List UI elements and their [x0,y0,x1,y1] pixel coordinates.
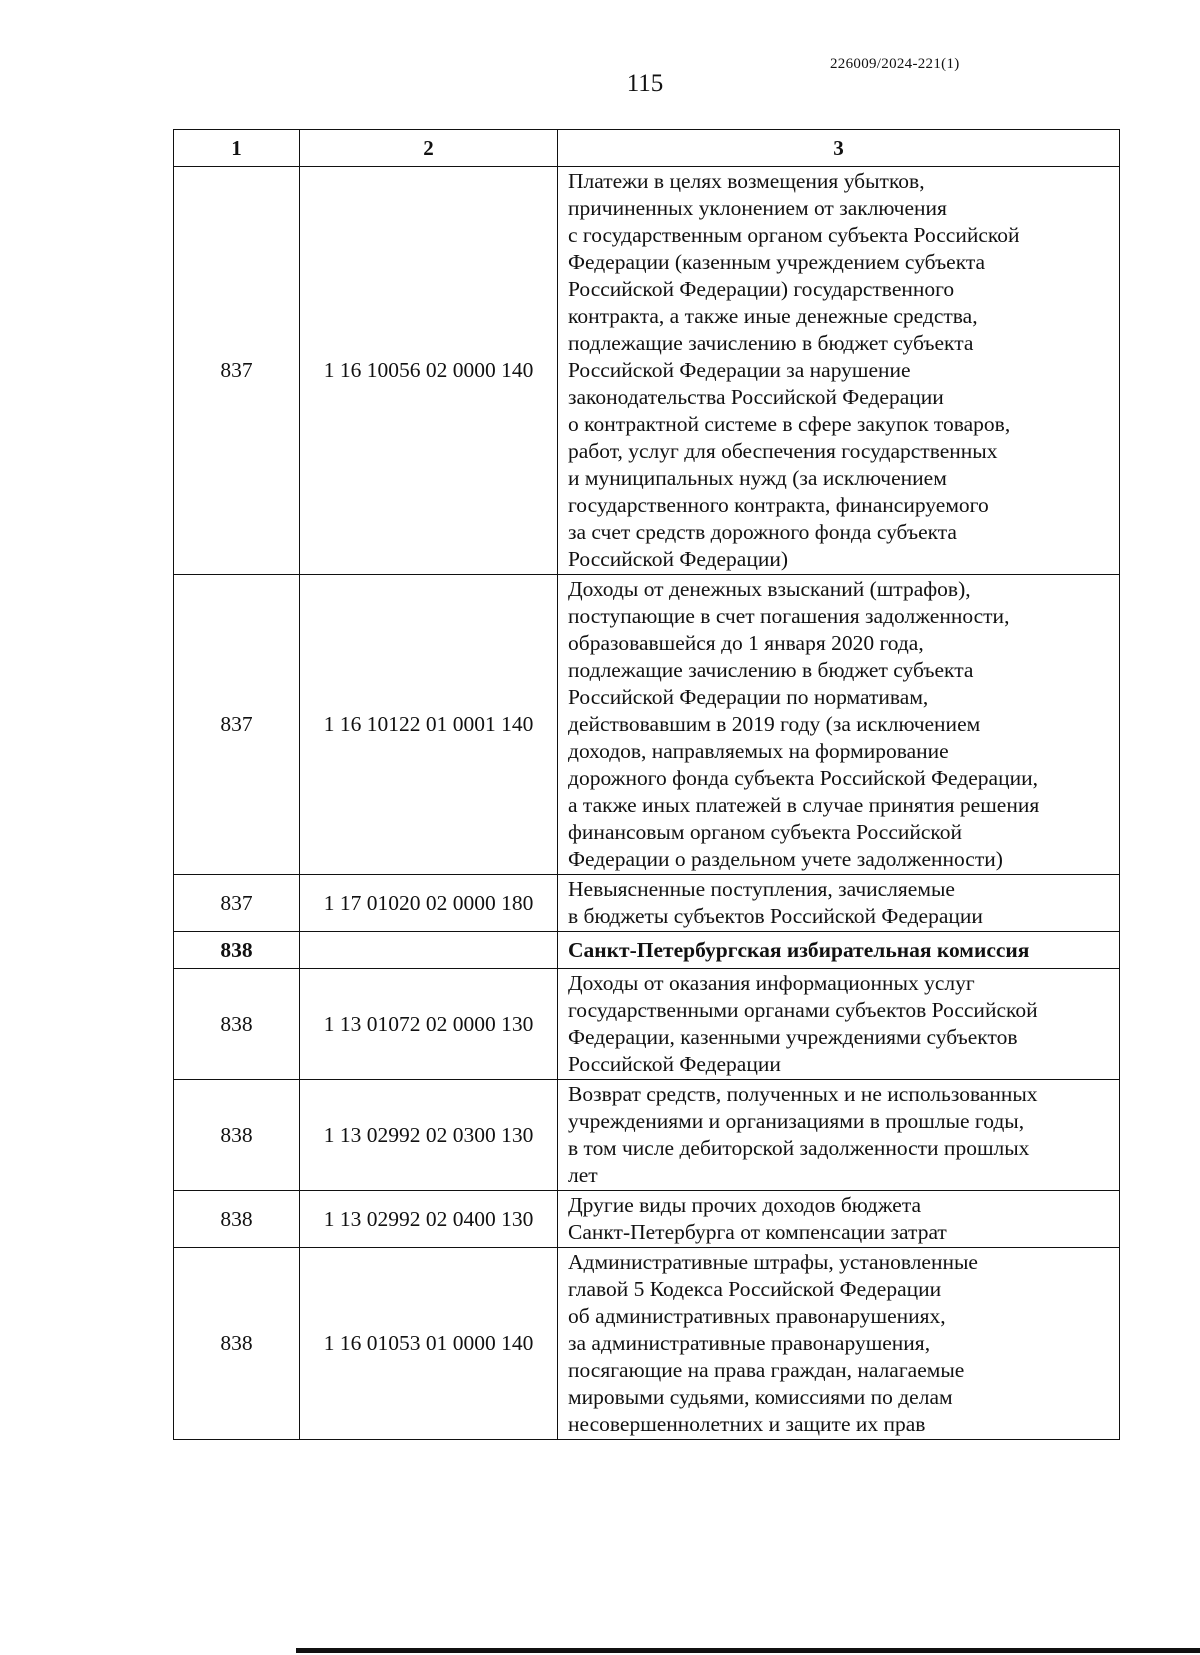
description-line: Российской Федерации за нарушение [568,358,911,382]
description-line: подлежащие зачислению в бюджет субъекта [568,331,974,355]
description-line: за счет средств дорожного фонда субъекта [568,520,957,544]
column-header-1: 1 [174,130,300,167]
description-line: контракта, а также иные денежные средства, [568,304,978,328]
table-row [174,575,1120,875]
description-line: об административных правонарушениях, [568,1304,946,1328]
revenue-description-cell [558,932,1120,969]
description-line: доходов, направляемых на формирование [568,739,949,763]
administrator-code-cell: 838 [174,932,300,969]
description-line: посягающие на права граждан, налагаемые [568,1358,965,1382]
description-line: действовавшим в 2019 году (за исключением [568,712,981,736]
revenue-description-cell [558,875,1120,932]
description-line: финансовым органом субъекта Российской [568,820,963,844]
description-line: Российской Федерации по нормативам, [568,685,929,709]
description-line: Санкт-Петербургская избирательная комиссия [568,937,1030,962]
description-line: Возврат средств, полученных и не использованных [568,1082,1038,1106]
revenue-description-cell [558,1248,1120,1440]
revenue-description-cell [558,167,1120,575]
document-registration-number: 226009/2024-221(1) [830,56,960,72]
section-header-row [174,932,1120,969]
revenue-code-cell: 1 16 01053 01 0000 140 [300,1248,558,1440]
description-line: в том числе дебиторской задолженности прошлых [568,1136,1030,1160]
description-line: Другие виды прочих доходов бюджета [568,1193,922,1217]
table-row [174,1191,1120,1248]
description-line: Административные штрафы, установленные [568,1250,978,1274]
revenue-description-cell [558,575,1120,875]
administrator-code-cell: 838 [174,1080,300,1191]
description-line: образовавшейся до 1 января 2020 года, [568,631,924,655]
description-line: Невыясненные поступления, зачисляемые [568,877,955,901]
description-line: о контрактной системе в сфере закупок товаров, [568,412,1011,436]
table-row [174,167,1120,575]
table-header-row [174,130,1120,167]
administrator-code-cell: 838 [174,969,300,1080]
description-line: дорожного фонда субъекта Российской Федерации, [568,766,1038,790]
page-bottom-rule [296,1648,1200,1653]
description-line: за административные правонарушения, [568,1331,931,1355]
revenue-description-cell [558,969,1120,1080]
revenue-description-cell [558,1191,1120,1248]
page-number: 115 [626,70,664,97]
description-line: работ, услуг для обеспечения государственных [568,439,998,463]
description-line: Российской Федерации) [568,547,789,571]
revenue-code-cell: 1 17 01020 02 0000 180 [300,875,558,932]
revenue-code-cell: 1 16 10122 01 0001 140 [300,575,558,875]
description-line: лет [568,1163,598,1187]
table-row [174,1080,1120,1191]
description-line: подлежащие зачислению в бюджет субъекта [568,658,974,682]
description-line: Российской Федерации) государственного [568,277,955,301]
column-header-2: 2 [300,130,558,167]
table-row [174,875,1120,932]
description-line: Платежи в целях возмещения убытков, [568,169,925,193]
description-line: Доходы от оказания информационных услуг [568,971,975,995]
administrator-code-cell: 837 [174,167,300,575]
description-line: в бюджеты субъектов Российской Федерации [568,904,983,928]
description-line: государственными органами субъектов Российской [568,998,1038,1022]
column-header-3: 3 [558,130,1120,167]
description-line: законодательства Российской Федерации [568,385,944,409]
description-line: Санкт-Петербурга от компенсации затрат [568,1220,947,1244]
description-line: Российской Федерации [568,1052,781,1076]
table-row [174,1248,1120,1440]
administrator-code-cell: 838 [174,1248,300,1440]
description-line: а также иных платежей в случае принятия решения [568,793,1040,817]
description-line: Федерации, казенными учреждениями субъектов [568,1025,1018,1049]
description-line: причиненных уклонением от заключения [568,196,947,220]
description-line: и муниципальных нужд (за исключением [568,466,947,490]
revenue-code-cell: 1 16 10056 02 0000 140 [300,167,558,575]
revenue-description-cell [558,1080,1120,1191]
description-line: учреждениями и организациями в прошлые годы, [568,1109,1025,1133]
revenue-code-cell: 1 13 01072 02 0000 130 [300,969,558,1080]
description-line: Федерации о раздельном учете задолженности) [568,847,1003,871]
description-line: с государственным органом субъекта Российской [568,223,1020,247]
description-line: несовершеннолетних и защите их прав [568,1412,926,1436]
administrator-code-cell: 837 [174,575,300,875]
administrator-code-cell: 837 [174,875,300,932]
budget-revenue-table [173,129,1120,1440]
revenue-code-cell: 1 13 02992 02 0400 130 [300,1191,558,1248]
administrator-code-cell: 838 [174,1191,300,1248]
revenue-code-cell [300,932,558,969]
description-line: Федерации (казенным учреждением субъекта [568,250,986,274]
description-line: главой 5 Кодекса Российской Федерации [568,1277,942,1301]
description-line: мировыми судьями, комиссиями по делам [568,1385,953,1409]
revenue-code-cell: 1 13 02992 02 0300 130 [300,1080,558,1191]
table-row [174,969,1120,1080]
description-line: Доходы от денежных взысканий (штрафов), [568,577,971,601]
description-line: государственного контракта, финансируемого [568,493,989,517]
description-line: поступающие в счет погашения задолженности, [568,604,1010,628]
table-body [174,167,1120,1440]
